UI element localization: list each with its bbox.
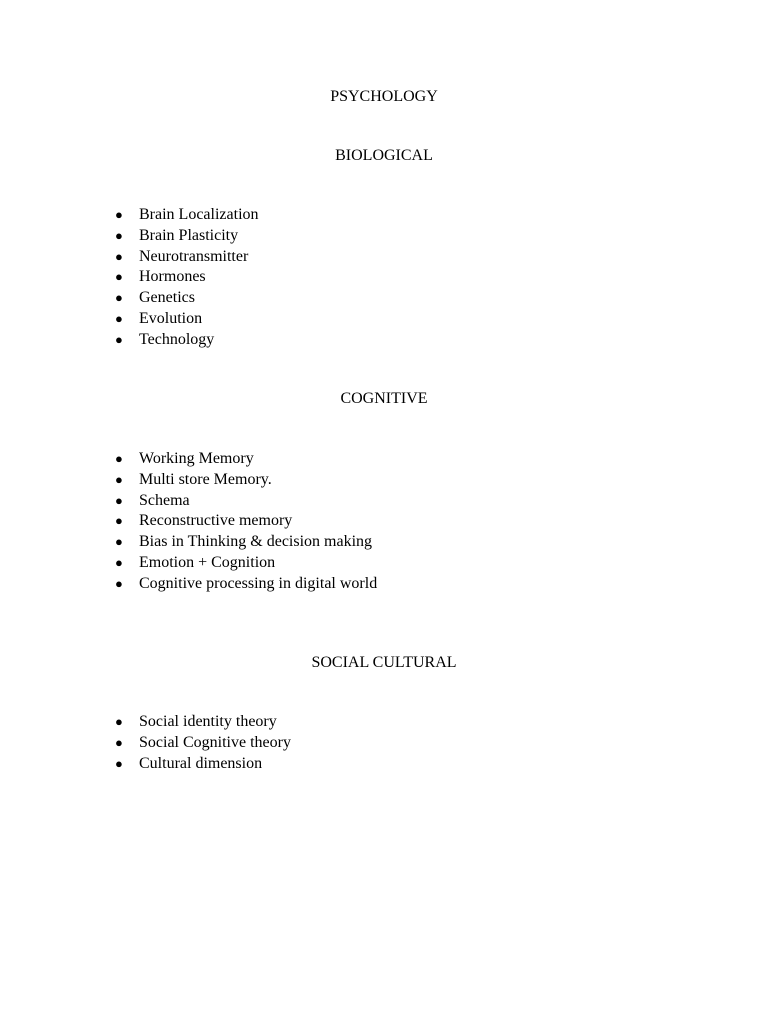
section-heading-biological: BIOLOGICAL [335, 147, 433, 164]
bullet-icon: ● [115, 331, 123, 347]
list-item-text: Hormones [139, 268, 206, 286]
list-item-text: Technology [139, 330, 215, 348]
list-item-text: Bias in Thinking & decision making [139, 533, 373, 551]
list-item-text: Neurotransmitter [139, 247, 249, 265]
page-title: PSYCHOLOGY [330, 88, 438, 105]
bullet-icon: ● [115, 310, 123, 326]
list-item-text: Reconstructive memory [139, 512, 293, 530]
list-item-text: Social Cognitive theory [139, 733, 291, 751]
list-item-text: Cultural dimension [139, 754, 263, 772]
list-item-text: Brain Localization [139, 206, 259, 223]
bullet-icon: ● [115, 513, 123, 529]
bullet-icon: ● [115, 554, 123, 570]
bullet-icon: ● [115, 734, 123, 750]
bullet-icon: ● [115, 290, 123, 306]
bullet-icon: ● [115, 227, 123, 243]
bullet-icon: ● [115, 575, 123, 591]
bullet-icon: ● [115, 207, 123, 222]
bullet-icon: ● [115, 269, 123, 285]
bullet-icon: ● [115, 714, 123, 729]
bullet-icon: ● [115, 755, 123, 771]
list-item-text: Working Memory [139, 450, 254, 467]
list-item-text: Cognitive processing in digital world [139, 574, 378, 592]
list-item-text: Brain Plasticity [139, 226, 239, 244]
section-heading-cognitive: COGNITIVE [340, 390, 428, 407]
bullet-icon: ● [115, 534, 123, 550]
list-item-text: Emotion + Cognition [139, 553, 276, 571]
list-item-text: Evolution [139, 309, 203, 327]
section-heading-social-cultural: SOCIAL CULTURAL [311, 654, 457, 671]
bullet-icon: ● [115, 248, 123, 264]
list-item-text: Multi store Memory. [139, 470, 272, 488]
bullet-icon: ● [115, 451, 123, 466]
bullet-icon: ● [115, 492, 123, 508]
list-item-text: Social identity theory [139, 713, 277, 730]
bullet-icon: ● [115, 471, 123, 487]
list-item-text: Genetics [139, 289, 195, 307]
list-item-text: Schema [139, 491, 190, 509]
